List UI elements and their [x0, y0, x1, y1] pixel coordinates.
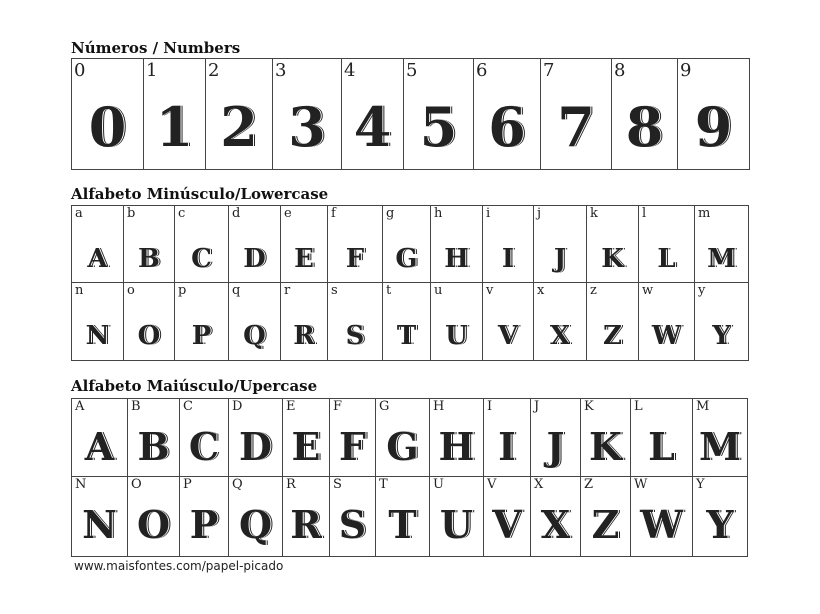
glyph-label: d — [232, 206, 241, 221]
glyph-cell — [342, 59, 404, 170]
glyph-label: 4 — [344, 60, 356, 81]
glyph-label: C — [183, 399, 193, 414]
glyph-label: Q — [232, 477, 243, 492]
glyph-label: R — [286, 477, 296, 492]
glyph-sample: L — [648, 424, 675, 469]
glyph-label: l — [642, 206, 647, 221]
glyph-cell — [531, 477, 581, 557]
glyph-label: a — [75, 206, 83, 221]
glyph-cell — [376, 399, 430, 477]
glyph-label: B — [131, 399, 141, 414]
glyph-sample: H — [444, 244, 469, 274]
glyph-label: w — [642, 283, 654, 298]
glyph-cell — [72, 206, 124, 283]
glyph-cell — [483, 206, 534, 283]
glyph-cell — [124, 206, 175, 283]
glyph-cell — [281, 206, 328, 283]
glyph-sample: D — [243, 244, 266, 274]
glyph-sample: 0 — [88, 95, 127, 159]
glyph-sample: K — [588, 424, 623, 469]
glyph-label: g — [386, 206, 395, 221]
glyph-sample: W — [640, 502, 683, 547]
glyph-label: H — [433, 399, 445, 414]
glyph-cell — [283, 399, 330, 477]
glyph-label: j — [537, 206, 542, 221]
glyph-cell — [587, 283, 639, 361]
glyph-sample: S — [338, 502, 367, 547]
glyph-sample: J — [546, 424, 565, 469]
glyph-cell — [612, 59, 678, 170]
glyph-cell — [483, 283, 534, 361]
glyph-label: 6 — [476, 60, 488, 81]
glyph-sample: 6 — [488, 95, 526, 159]
uppercase-title: Alfabeto Maiúsculo/Upercase — [71, 377, 318, 395]
glyph-label: 1 — [146, 60, 158, 81]
glyph-label: q — [232, 283, 241, 298]
glyph-cell — [431, 283, 483, 361]
glyph-sample: 9 — [694, 95, 733, 159]
glyph-sample: Q — [238, 502, 273, 547]
glyph-cell — [383, 206, 431, 283]
glyph-label: o — [127, 283, 135, 298]
glyph-cell — [678, 59, 750, 170]
glyph-cell — [180, 399, 229, 477]
glyph-sample: R — [293, 321, 315, 351]
glyph-sample: C — [188, 424, 220, 469]
glyph-label: E — [286, 399, 296, 414]
glyph-cell — [206, 59, 273, 170]
glyph-label: k — [590, 206, 598, 221]
glyph-sample: C — [191, 244, 212, 274]
glyph-sample: 3 — [288, 95, 326, 159]
glyph-cell — [695, 206, 749, 283]
glyph-sample: U — [439, 502, 474, 547]
glyph-label: X — [534, 477, 544, 492]
glyph-label: v — [486, 283, 494, 298]
glyph-cell — [128, 477, 180, 557]
glyph-sample: S — [345, 321, 365, 351]
footer-url[interactable]: www.maisfontes.com/papel-picado — [74, 559, 284, 573]
glyph-label: Y — [696, 477, 705, 492]
glyph-sample: B — [137, 424, 170, 469]
glyph-label: h — [434, 206, 443, 221]
glyph-cell — [693, 399, 748, 477]
glyph-label: O — [131, 477, 142, 492]
glyph-cell — [474, 59, 541, 170]
glyph-cell — [430, 477, 484, 557]
glyph-sample: T — [396, 321, 417, 351]
glyph-cell — [639, 283, 695, 361]
glyph-sample: R — [290, 502, 322, 547]
glyph-label: A — [75, 399, 85, 414]
glyph-sample: F — [345, 244, 365, 274]
glyph-cell — [541, 59, 612, 170]
glyph-cell — [72, 59, 144, 170]
glyph-cell — [72, 399, 128, 477]
glyph-label: r — [284, 283, 291, 298]
glyph-sample: E — [291, 424, 321, 469]
glyph-sample: E — [294, 244, 314, 274]
glyph-sample: X — [540, 502, 571, 547]
glyph-sample: D — [239, 424, 272, 469]
glyph-label: 8 — [614, 60, 626, 81]
glyph-cell — [484, 399, 531, 477]
glyph-label: p — [178, 283, 187, 298]
glyph-cell — [484, 477, 531, 557]
glyph-label: x — [537, 283, 545, 298]
glyph-sample: H — [438, 424, 475, 469]
glyph-cell — [72, 477, 128, 557]
glyph-label: i — [486, 206, 491, 221]
glyph-sample: P — [191, 321, 212, 351]
glyph-cell — [330, 477, 376, 557]
glyph-label: W — [634, 477, 648, 492]
glyph-sample: K — [601, 244, 624, 274]
glyph-cell — [72, 283, 124, 361]
glyph-label: 0 — [74, 60, 86, 81]
glyph-sample: G — [395, 244, 418, 274]
glyph-label: 9 — [680, 60, 692, 81]
glyph-label: c — [178, 206, 186, 221]
glyph-sample: U — [445, 321, 468, 351]
glyph-cell — [229, 399, 283, 477]
glyph-label: Z — [584, 477, 594, 492]
glyph-cell — [693, 477, 748, 557]
glyph-sample: 2 — [220, 95, 258, 159]
glyph-sample: M — [707, 244, 736, 274]
glyph-cell — [328, 283, 383, 361]
glyph-label: L — [634, 399, 643, 414]
glyph-cell — [383, 283, 431, 361]
glyph-sample: 7 — [557, 95, 595, 159]
glyph-label: K — [584, 399, 594, 414]
glyph-cell — [229, 283, 281, 361]
glyph-sample: I — [498, 424, 516, 469]
uppercase-grid — [71, 398, 748, 557]
glyph-label: t — [386, 283, 392, 298]
glyph-cell — [328, 206, 383, 283]
glyph-cell — [587, 206, 639, 283]
glyph-sample: W — [651, 321, 682, 351]
glyph-cell — [639, 206, 695, 283]
glyph-sample: B — [138, 244, 160, 274]
glyph-sample: V — [492, 502, 522, 547]
glyph-label: I — [487, 399, 493, 414]
glyph-sample: Z — [591, 502, 620, 547]
glyph-sample: 5 — [419, 95, 458, 159]
glyph-sample: N — [82, 502, 117, 547]
glyph-label: P — [183, 477, 192, 492]
glyph-cell — [581, 399, 631, 477]
glyph-cell — [180, 477, 229, 557]
glyph-cell — [631, 477, 693, 557]
glyph-cell — [124, 283, 175, 361]
glyph-label: 2 — [208, 60, 220, 81]
glyph-label: V — [487, 477, 497, 492]
glyph-label: 3 — [275, 60, 287, 81]
glyph-cell — [534, 283, 587, 361]
glyph-label: f — [331, 206, 336, 221]
glyph-cell — [144, 59, 206, 170]
glyph-label: s — [331, 283, 338, 298]
glyph-cell — [534, 206, 587, 283]
glyph-label: D — [232, 399, 243, 414]
glyph-sample: F — [339, 424, 366, 469]
lowercase-grid — [71, 205, 749, 361]
glyph-label: N — [75, 477, 87, 492]
glyph-cell — [531, 399, 581, 477]
glyph-sample: O — [136, 502, 171, 547]
glyph-sample: J — [553, 244, 567, 274]
glyph-sample: M — [698, 424, 742, 469]
glyph-sample: G — [386, 424, 419, 469]
glyph-sample: A — [87, 244, 108, 274]
glyph-cell — [175, 283, 229, 361]
numbers-grid — [71, 58, 750, 170]
glyph-label: y — [698, 283, 706, 298]
glyph-label: e — [284, 206, 292, 221]
glyph-label: G — [379, 399, 390, 414]
numbers-title: Números / Numbers — [71, 39, 241, 57]
glyph-sample: 4 — [353, 95, 392, 159]
glyph-cell — [376, 477, 430, 557]
glyph-cell — [175, 206, 229, 283]
glyph-sample: Y — [706, 502, 734, 547]
glyph-sample: L — [657, 244, 676, 274]
glyph-cell — [229, 206, 281, 283]
glyph-cell — [581, 477, 631, 557]
glyph-cell — [431, 206, 483, 283]
glyph-cell — [283, 477, 330, 557]
glyph-label: T — [379, 477, 388, 492]
glyph-sample: X — [549, 321, 571, 351]
glyph-sample: 1 — [155, 95, 194, 159]
glyph-cell — [404, 59, 474, 170]
glyph-label: 5 — [406, 60, 418, 81]
glyph-label: F — [333, 399, 343, 414]
lowercase-title: Alfabeto Minúsculo/Lowercase — [71, 185, 329, 203]
glyph-label: U — [433, 477, 444, 492]
glyph-sample: Q — [243, 321, 266, 351]
glyph-label: u — [434, 283, 443, 298]
glyph-sample: I — [501, 244, 515, 274]
glyph-sample: N — [85, 321, 110, 351]
glyph-cell — [330, 399, 376, 477]
glyph-label: z — [590, 283, 597, 298]
glyph-cell — [273, 59, 342, 170]
glyph-label: 7 — [543, 60, 555, 81]
glyph-cell — [631, 399, 693, 477]
glyph-label: S — [333, 477, 342, 492]
glyph-sample: T — [388, 502, 417, 547]
glyph-cell — [281, 283, 328, 361]
glyph-label: b — [127, 206, 136, 221]
glyph-label: J — [534, 399, 540, 414]
glyph-sample: P — [189, 502, 219, 547]
glyph-cell — [229, 477, 283, 557]
glyph-label: M — [696, 399, 710, 414]
glyph-sample: Y — [712, 321, 731, 351]
glyph-label: n — [75, 283, 84, 298]
glyph-label: m — [698, 206, 711, 221]
glyph-sample: O — [137, 321, 161, 351]
glyph-cell — [128, 399, 180, 477]
glyph-cell — [695, 283, 749, 361]
glyph-sample: V — [497, 321, 519, 351]
glyph-sample: A — [84, 424, 115, 469]
glyph-cell — [430, 399, 484, 477]
glyph-sample: Z — [603, 321, 622, 351]
glyph-sample: 8 — [625, 95, 664, 159]
